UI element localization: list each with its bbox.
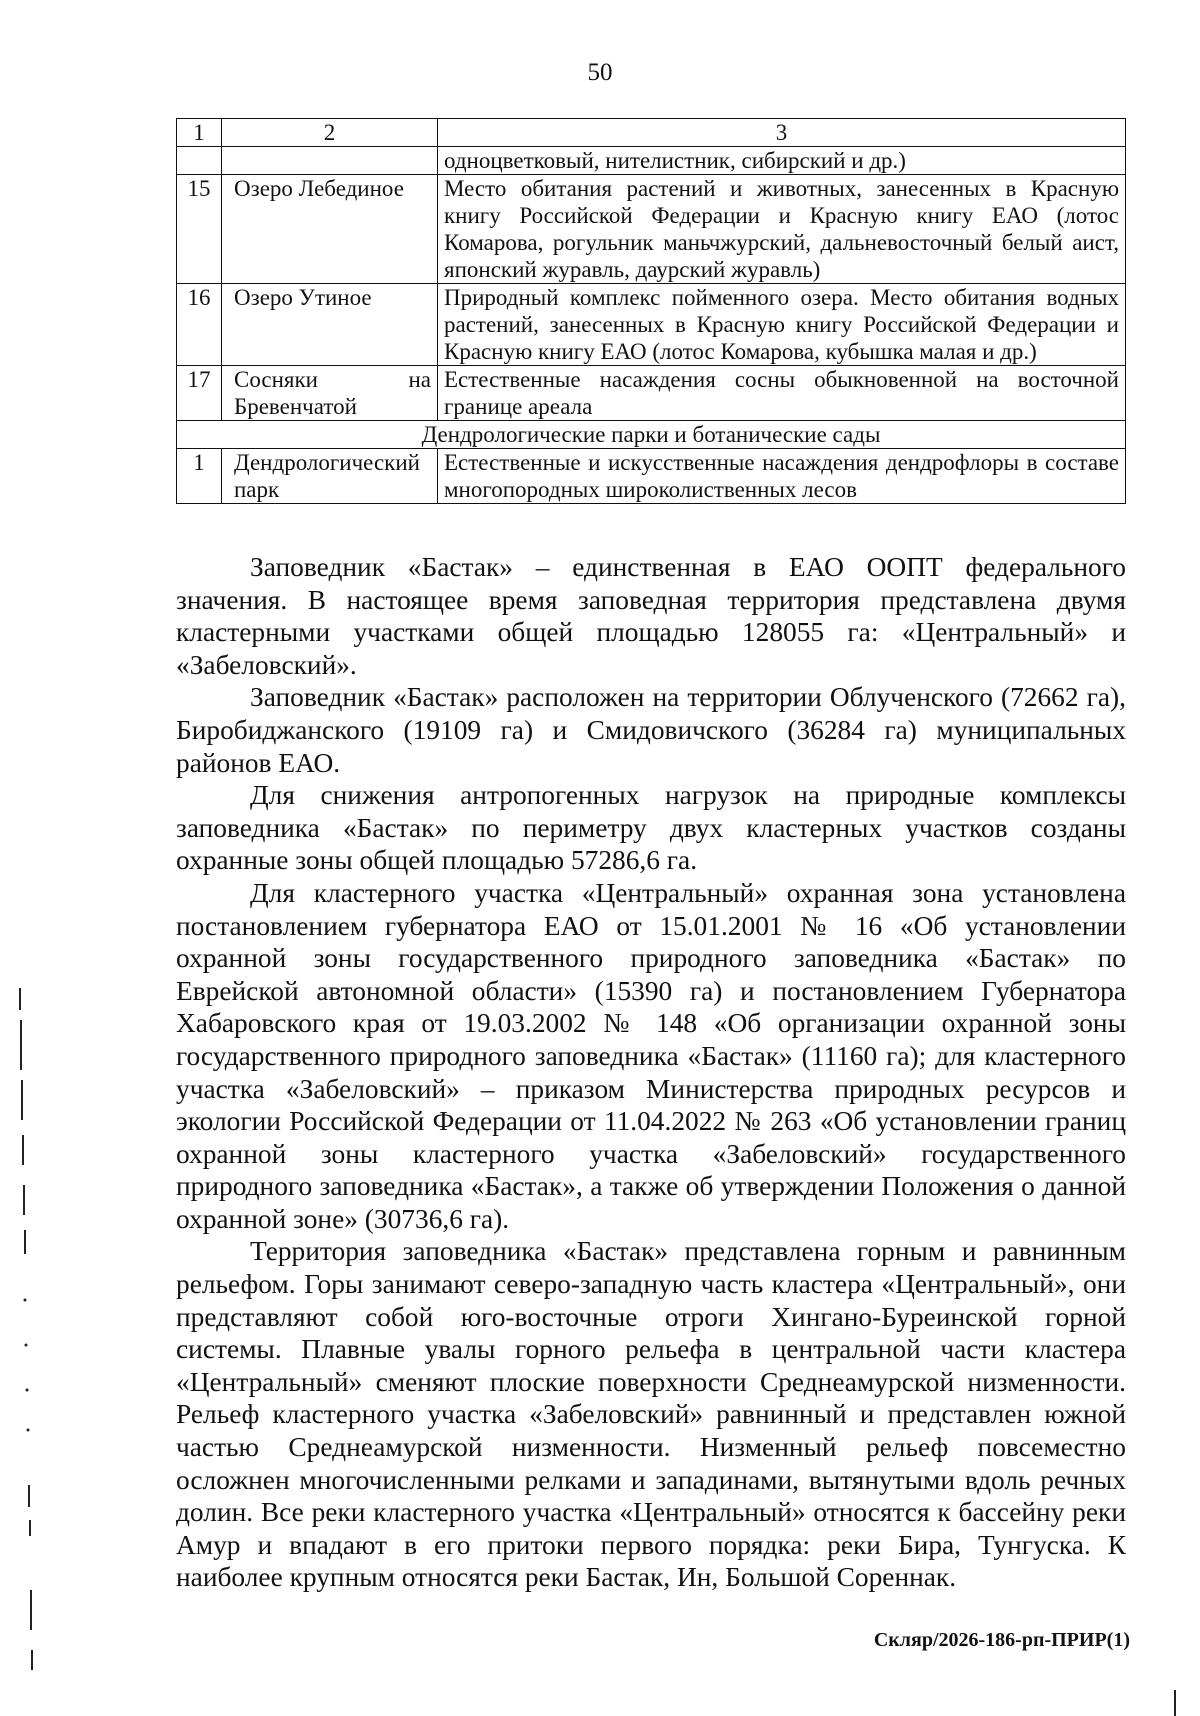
row-number — [177, 147, 222, 175]
table-row — [177, 284, 1126, 366]
protected-areas-table — [176, 118, 1126, 504]
table-row — [177, 147, 1126, 175]
paragraph: Территория заповедника «Бастак» представлена горным и равнинным рельефом. Горы занимают северо-западную часть кластера «Центральный», они представляют собой юго-восточные отроги Хингано-Буреинской горной системы. Плавные увалы горного рельефа в центральной части кластера «Центральный» сменяют плоские поверхности Среднеамурской низменности. Рельеф кластерного участка «Забеловский» равнинный и представлен южной частью Среднеамурской низменности. Низменный рельеф повсеместно осложнен многочисленными релками и западинами, вытянутыми вдоль речных долин. Все реки кластерного участка «Центральный» относятся к бассейну реки Амур и впадают в его притоки первого порядка: реки Бира, Тунгуска. К наиболее крупным относятся реки Бастак, Ин, Большой Сореннак. — [176, 1236, 1126, 1593]
area-name: Дендрологический парк — [222, 449, 438, 504]
row-number: 15 — [177, 175, 222, 284]
area-name — [222, 147, 438, 175]
paragraph: Заповедник «Бастак» расположен на территории Облученского (72662 га), Биробиджанского (19109 га) и Смидовичского (36284 га) муниципальных районов ЕАО. — [176, 682, 1126, 778]
document-code: Скляр/2026-186-рп-ПРИР(1) — [873, 1629, 1130, 1651]
paragraph: Для снижения антропогенных нагрузок на природные комплексы заповедника «Бастак» по периметру двух кластерных участков созданы охранные зоны общей площадью 57286,6 га. — [176, 780, 1126, 876]
area-description: Место обитания растений и животных, занесенных в Красную книгу Российской Федерации и Красную книгу ЕАО (лотос Комарова, рогульник маньчжурский, дальневосточный белый аист, японский журавль, даурский журавль) — [438, 175, 1126, 284]
area-name — [222, 366, 438, 421]
row-number: 16 — [177, 284, 222, 366]
table-row — [177, 449, 1126, 504]
area-name: Озеро Лебединое — [222, 175, 438, 284]
paragraph: Заповедник «Бастак» – единственная в ЕАО ООПТ федерального значения. В настоящее время заповедная территория представлена двумя кластерными участками общей площадью 128055 га: «Центральный» и «Забеловский». — [176, 552, 1126, 680]
row-number: 1 — [177, 449, 222, 504]
area-description: одноцветковый, нителистник, сибирский и др.) — [438, 147, 1126, 175]
section-title: Дендрологические парки и ботанические сады — [177, 421, 1126, 449]
area-name-part: Сосняки — [234, 367, 318, 392]
area-description: Естественные и искусственные насаждения дендрофлоры в составе многопородных широколиственных лесов — [438, 449, 1126, 504]
table-header-cell: 1 — [177, 119, 222, 147]
table-section-row — [177, 421, 1126, 449]
area-description: Природный комплекс пойменного озера. Место обитания водных растений, занесенных в Красную книгу Российской Федерации и Красную книгу ЕАО (лотос Комарова, кубышка малая и др.) — [438, 284, 1126, 366]
paragraph: Для кластерного участка «Центральный» охранная зона установлена постановлением губернатора ЕАО от 15.01.2001 № 16 «Об установлении охранной зоны государственного природного заповедника «Бастак» по Еврейской автономной области» (15390 га) и постановлением Губернатора Хабаровского края от 19.03.2002 № 148 «Об организации охранной зоны государственного природного заповедника «Бастак» (11160 га); для кластерного участка «Забеловский» – приказом Министерства природных ресурсов и экологии Российской Федерации от 11.04.2022 № 263 «Об установлении границ охранной зоны кластерного участка «Забеловский» государственного природного заповедника «Бастак», а также об утверждении Положения о данной охранной зоне» (30736,6 га). — [176, 877, 1126, 1234]
table-row — [177, 366, 1126, 421]
table-row — [177, 175, 1126, 284]
table-header-cell: 3 — [438, 119, 1126, 147]
area-name-part: на — [408, 367, 431, 392]
row-number: 17 — [177, 366, 222, 421]
body-text — [176, 551, 1126, 1594]
area-name-part: Бревенчатой — [234, 394, 357, 419]
table-header-cell: 2 — [222, 119, 438, 147]
area-description: Естественные насаждения сосны обыкновенной на восточной границе ареала — [438, 366, 1126, 421]
page-number: 50 — [587, 59, 613, 86]
table-header-row — [177, 119, 1126, 147]
area-name: Озеро Утиное — [222, 284, 438, 366]
